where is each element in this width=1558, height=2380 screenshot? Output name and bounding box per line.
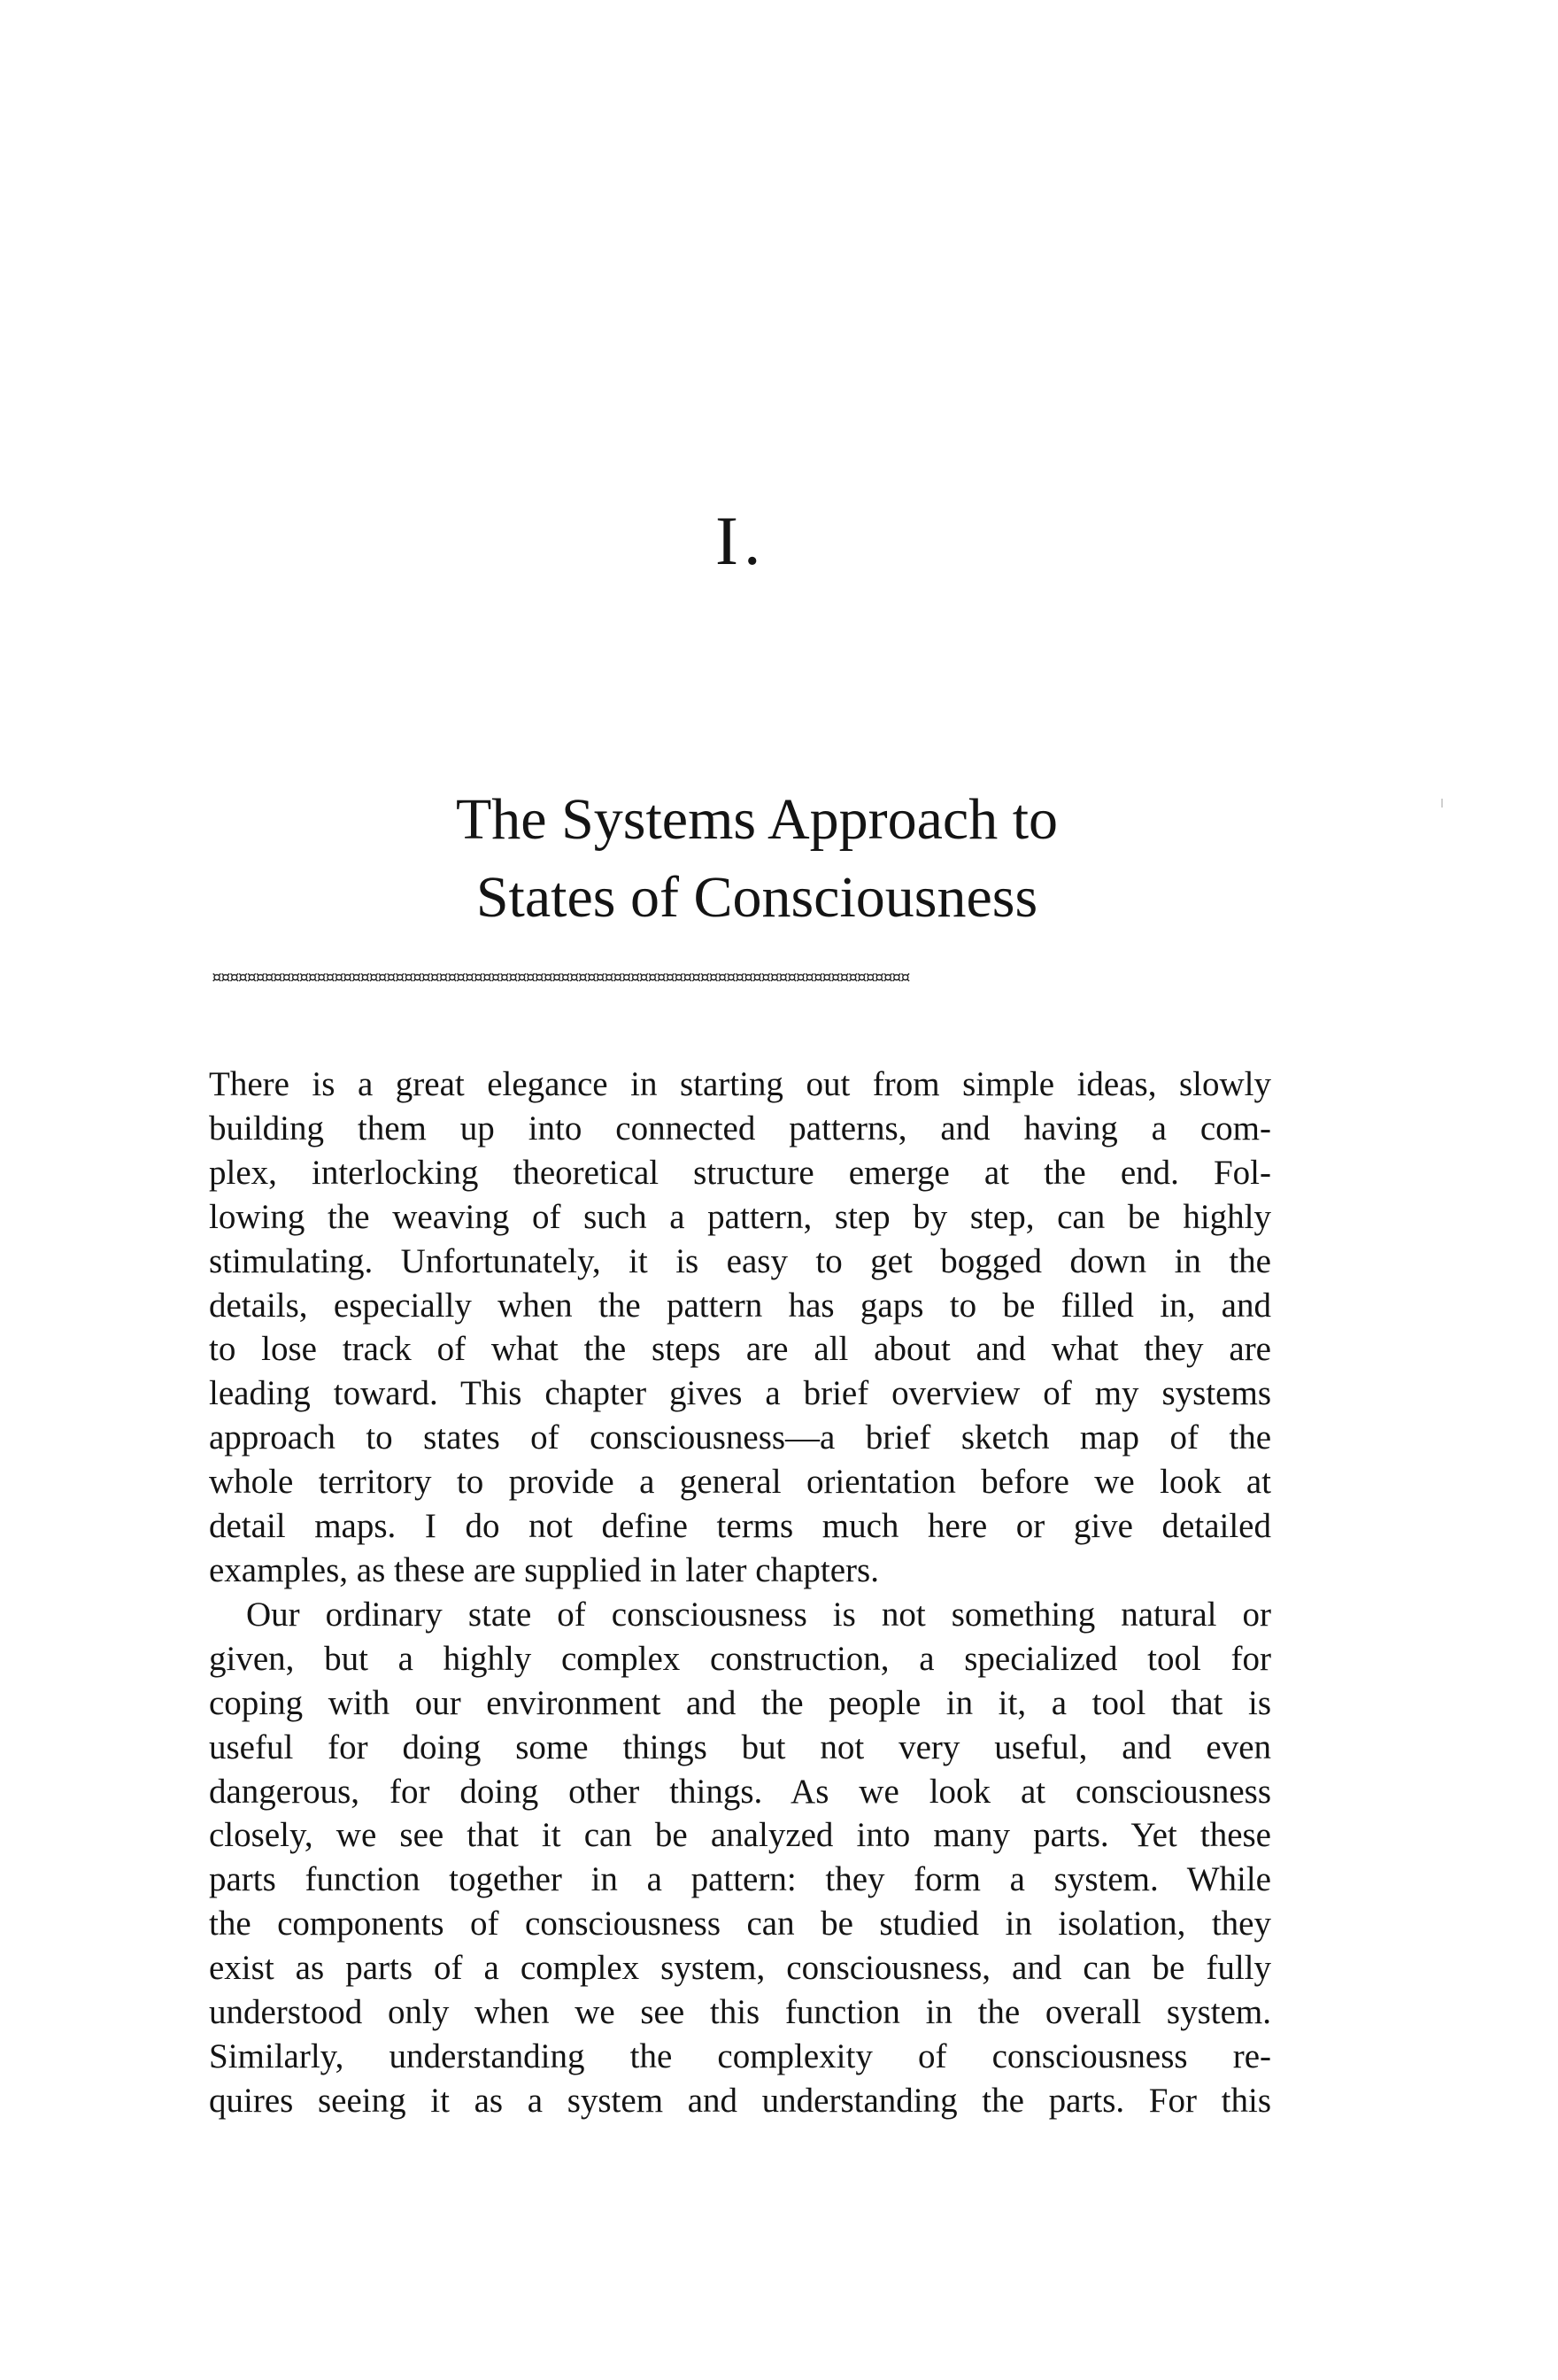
- text-line: the components of consciousness can be studied in isolation, they: [209, 1905, 1271, 1943]
- paragraph-2: [209, 1593, 1271, 2123]
- text-line: to lose track of what the steps are all about and what they are: [209, 1330, 1271, 1369]
- text-line: Our ordinary state of consciousness is not something natural or: [246, 1595, 1271, 1634]
- text-line: quires seeing it as a system and understanding the parts. For this: [209, 2081, 1271, 2120]
- text-line: detail maps. I do not define terms much here or give detailed: [209, 1507, 1271, 1546]
- chapter-number: I.: [715, 502, 767, 579]
- text-line: useful for doing some things but not very useful, and even: [209, 1727, 1271, 1766]
- chapter-title: [0, 781, 1514, 937]
- text-line: stimulating. Unfortunately, it is easy to get bogged down in the: [209, 1241, 1271, 1280]
- text-line: plex, interlocking theoretical structure emerge at the end. Fol-: [209, 1153, 1271, 1192]
- text-line: details, especially when the pattern has gaps to be filled in, and: [209, 1286, 1271, 1325]
- chapter-title-line-1: The Systems Approach to: [455, 787, 1059, 852]
- text-line: parts function together in a pattern: they form a system. While: [209, 1860, 1271, 1899]
- text-line: Similarly, understanding the complexity of consciousness re-: [209, 2036, 1271, 2075]
- text-line: understood only when we see this function in the overall system.: [209, 1993, 1271, 2032]
- paragraph-1: [209, 1062, 1271, 1593]
- text-line: exist as parts of a complex system, consciousness, and can be fully: [209, 1949, 1271, 1988]
- margin-mark: [1441, 799, 1443, 808]
- text-line: lowing the weaving of such a pattern, step by step, can be highly: [209, 1197, 1271, 1236]
- text-line: building them up into connected patterns, and having a com-: [209, 1109, 1271, 1148]
- text-line: closely, we see that it can be analyzed into many parts. Yet these: [209, 1816, 1271, 1855]
- text-line: given, but a highly complex construction, a specialized tool for: [209, 1639, 1271, 1678]
- chapter-title-line-2: States of Consciousness: [475, 865, 1038, 930]
- text-line: whole territory to provide a general orientation before we look at: [209, 1463, 1271, 1502]
- text-line: There is a great elegance in starting out from simple ideas, slowly: [209, 1065, 1271, 1103]
- text-line: dangerous, for doing other things. As we look at consciousness: [209, 1772, 1271, 1811]
- chapter-body: [209, 1062, 1271, 2123]
- text-line: leading toward. This chapter gives a brief overview of my systems: [209, 1374, 1271, 1413]
- ornamental-divider: ¤¤¤¤¤¤¤¤¤¤¤¤¤¤¤¤¤¤¤¤¤¤¤¤¤¤¤¤¤¤¤¤¤¤¤¤¤¤¤¤¤¤¤¤¤¤¤¤¤¤¤¤¤¤¤¤¤¤¤¤¤¤¤¤¤¤¤¤¤¤¤¤¤¤¤¤¤¤¤¤: [211, 969, 908, 988]
- text-line: coping with our environment and the people in it, a tool that is: [209, 1683, 1271, 1722]
- text-line: approach to states of consciousness—a brief sketch map of the: [209, 1418, 1271, 1457]
- text-line: examples, as these are supplied in later chapters.: [209, 1550, 879, 1589]
